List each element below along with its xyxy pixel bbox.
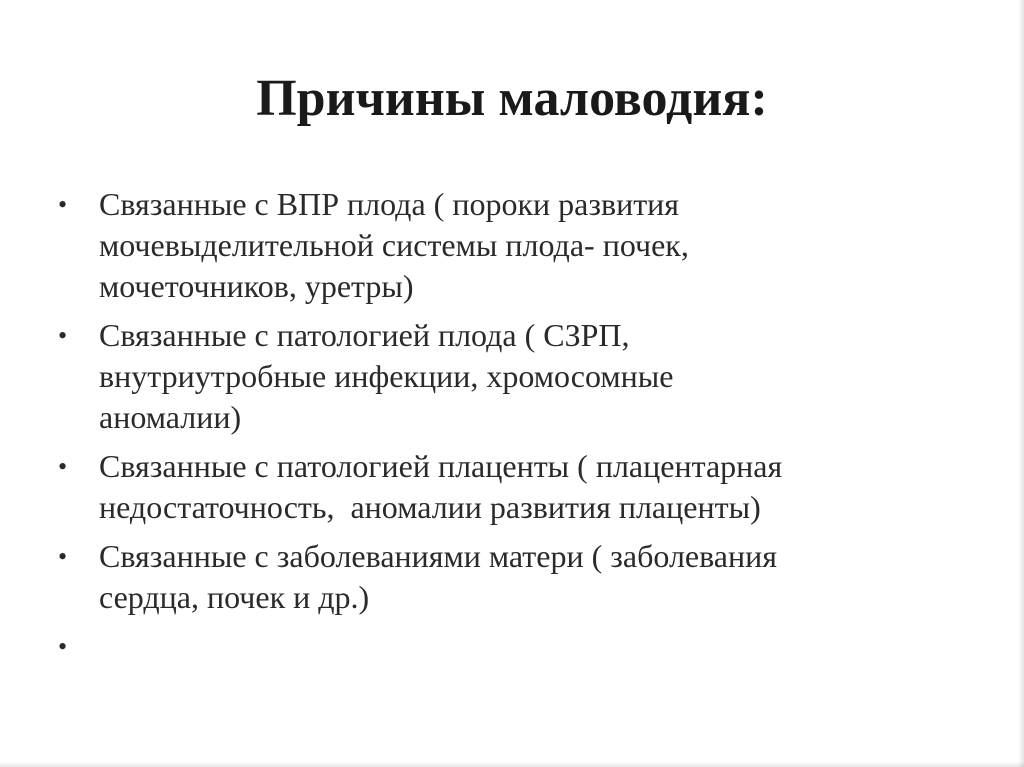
bullet-item-1 — [58, 184, 958, 307]
bullet-line: мочевыделительной системы плода- почек, — [99, 227, 689, 263]
bullet-dot-icon: • — [58, 542, 68, 571]
bullet-text — [99, 315, 958, 438]
bullet-line: Связанные с ВПР плода ( пороки развития — [99, 186, 680, 222]
slide-edge-shadow — [0, 762, 1024, 767]
bullet-item-4 — [58, 536, 958, 618]
bullet-item-3 — [58, 446, 958, 528]
bullet-line: Связанные с патологией плаценты ( плацентарная — [99, 448, 783, 484]
bullet-line: Связанные с заболеваниями матери ( заболевания — [99, 538, 777, 574]
bullet-line: недостаточность, аномалии развития плаценты) — [99, 489, 761, 525]
bullet-line: аномалии) — [99, 399, 242, 435]
bullet-line-empty — [99, 626, 958, 667]
bullet-list — [58, 184, 958, 675]
bullet-dot-icon: • — [58, 452, 68, 481]
bullet-line: мочеточников, уретры) — [99, 268, 414, 304]
bullet-item-2 — [58, 315, 958, 438]
bullet-dot-icon: • — [58, 321, 68, 350]
slide-title: Причины маловодия: — [256, 70, 768, 127]
bullet-line: Связанные с патологией плода ( СЗРП, — [99, 317, 630, 353]
bullet-dot-icon: • — [58, 190, 68, 219]
bullet-text — [99, 446, 958, 528]
bullet-dot-icon: • — [58, 632, 68, 661]
bullet-text — [99, 184, 958, 307]
bullet-text — [99, 536, 958, 618]
bullet-item-empty — [58, 626, 958, 667]
slide-edge-shadow — [1018, 0, 1024, 767]
bullet-text — [99, 626, 958, 667]
bullet-line: внутриутробные инфекции, хромосомные — [99, 358, 674, 394]
bullet-line: сердца, почек и др.) — [99, 579, 370, 615]
